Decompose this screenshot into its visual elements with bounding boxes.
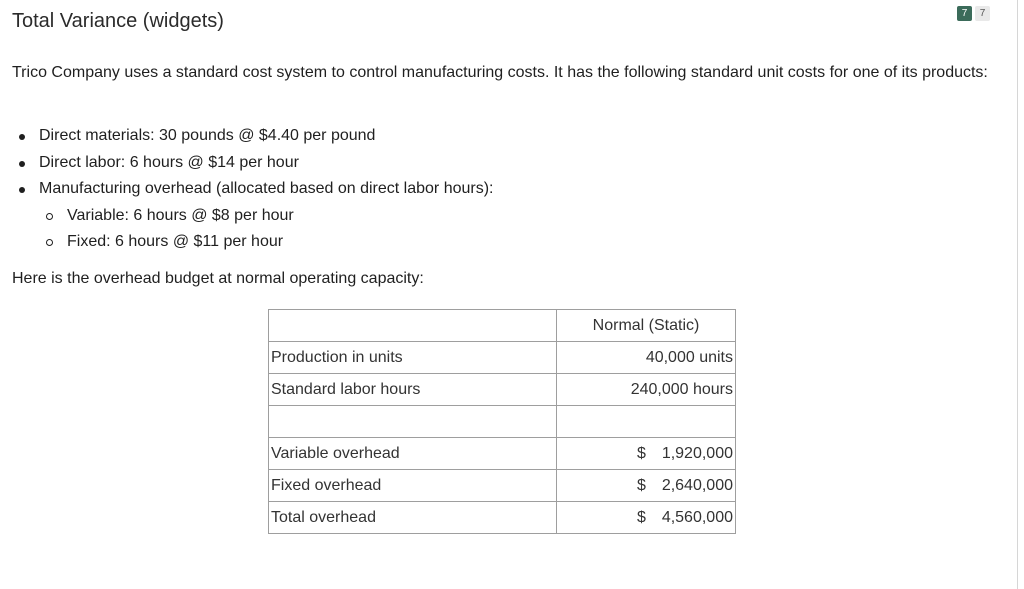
row-label: [269, 406, 557, 438]
currency-symbol: $: [637, 444, 646, 462]
money-value: [637, 509, 733, 527]
bullet-icon: [19, 187, 25, 193]
row-label: Standard labor hours: [269, 374, 557, 406]
row-value: [557, 406, 736, 438]
table-header-row: [269, 310, 736, 342]
sub-list-item-text: Fixed: 6 hours @ $11 per hour: [67, 233, 284, 250]
table-row: [269, 470, 736, 502]
sub-list-item-text: Variable: 6 hours @ $8 per hour: [67, 206, 294, 224]
currency-symbol: $: [637, 476, 646, 494]
overhead-budget-table: [268, 309, 736, 534]
row-value: [557, 502, 736, 534]
bullet-icon: [19, 134, 25, 140]
standard-cost-list: [12, 123, 494, 256]
page-title: Total Variance (widgets): [12, 10, 224, 32]
row-label: Total overhead: [269, 502, 557, 534]
budget-intro-text: Here is the overhead budget at normal operating capacity:: [12, 270, 424, 287]
list-item-manufacturing-overhead: [12, 176, 494, 203]
table-row-blank: [269, 406, 736, 438]
scroll-divider: [1017, 0, 1018, 589]
table-header-blank: [269, 310, 557, 342]
question-counter: [957, 6, 990, 21]
amount: 1,920,000: [661, 444, 733, 462]
hollow-bullet-icon: [46, 213, 53, 220]
sub-list-item-variable: [12, 203, 494, 230]
row-label: Variable overhead: [269, 438, 557, 470]
bullet-icon: [19, 161, 25, 167]
table-row: [269, 502, 736, 534]
total-questions-badge: 7: [975, 6, 990, 21]
current-question-badge[interactable]: 7: [957, 6, 972, 21]
money-value: [637, 477, 733, 495]
row-value: [557, 470, 736, 502]
list-item-text: Direct labor: 6 hours @ $14 per hour: [39, 153, 299, 171]
table-row: [269, 342, 736, 374]
sub-list-item-fixed: [12, 229, 494, 256]
row-value: 40,000 units: [557, 342, 736, 374]
list-item-direct-materials: [12, 123, 494, 150]
list-item-text: Direct materials: 30 pounds @ $4.40 per pound: [39, 127, 376, 144]
table-row: [269, 438, 736, 470]
table-row: [269, 374, 736, 406]
list-item-text: Manufacturing overhead (allocated based on direct labor hours):: [39, 180, 494, 197]
row-value: 240,000 hours: [557, 374, 736, 406]
money-value: [637, 445, 733, 463]
hollow-bullet-icon: [46, 239, 53, 246]
list-item-direct-labor: [12, 150, 494, 177]
row-label: Production in units: [269, 342, 557, 374]
row-value: [557, 438, 736, 470]
amount: 4,560,000: [661, 508, 733, 526]
intro-paragraph: Trico Company uses a standard cost system to control manufacturing costs. It has the following standard unit costs for one of its products:: [12, 64, 988, 81]
currency-symbol: $: [637, 508, 646, 526]
amount: 2,640,000: [661, 476, 733, 494]
row-label: Fixed overhead: [269, 470, 557, 502]
table-header-normal-static: Normal (Static): [557, 310, 736, 342]
